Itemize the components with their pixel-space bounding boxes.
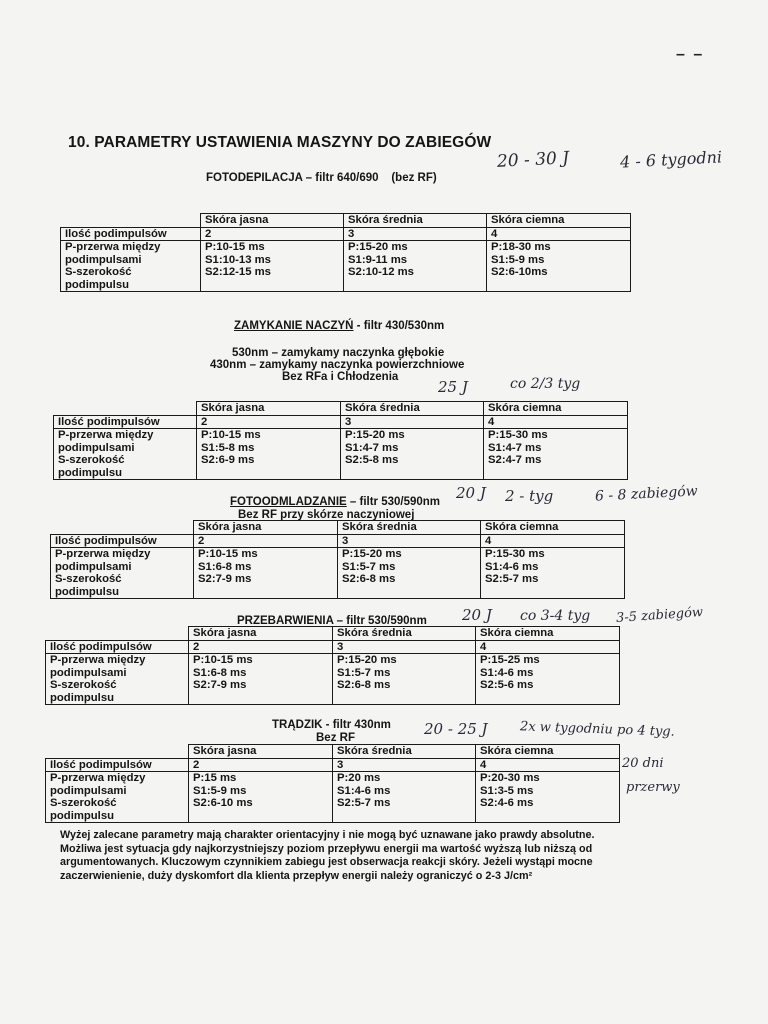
param-cell-dark: P:15-25 ms S1:4-6 ms S2:5-6 ms [476, 654, 620, 705]
param-cell-medium: P:15-20 ms S1:9-11 ms S2:10-12 ms [344, 241, 487, 292]
handwritten-note: co 3-4 tyg [520, 608, 591, 624]
handwritten-note: 20 - 25 J [424, 720, 488, 738]
page-title: 10. PARAMETRY USTAWIENIA MASZYNY DO ZABIEGÓW [68, 134, 492, 151]
subpulse-count-cell: 2 [189, 640, 333, 654]
parameters-table-przebarwienia [45, 626, 620, 705]
header-empty [51, 521, 194, 535]
header-skin-light: Skóra jasna [197, 402, 341, 416]
header-skin-medium: Skóra średnia [344, 214, 487, 228]
subpulse-count-cell: 3 [333, 640, 476, 654]
row-label-subpulse-count: Ilość podimpulsów [54, 415, 197, 429]
row-label-subpulse-count: Ilość podimpulsów [46, 640, 189, 654]
row-label-params: P-przerwa między podimpulsami S-szerokość podimpulsu [51, 548, 194, 599]
handwritten-note: 25 J [438, 378, 468, 396]
header-skin-light: Skóra jasna [189, 745, 333, 759]
subpulse-count-cell: 4 [476, 640, 620, 654]
subpulse-count-cell: 4 [487, 227, 631, 241]
row-label-subpulse-count: Ilość podimpulsów [46, 758, 189, 772]
subpulse-count-cell: 2 [201, 227, 344, 241]
row-label-params: P-przerwa między podimpulsami S-szerokość podimpulsu [46, 772, 189, 823]
parameters-table-tradzik [45, 744, 620, 823]
corner-mark: – – [676, 46, 705, 63]
row-label-params: P-przerwa między podimpulsami S-szerokość podimpulsu [46, 654, 189, 705]
subpulse-count-cell: 2 [189, 758, 333, 772]
subpulse-count-cell: 2 [194, 534, 338, 548]
subpulse-count-cell: 4 [481, 534, 625, 548]
header-empty [54, 402, 197, 416]
param-cell-light: P:15 ms S1:5-9 ms S2:6-10 ms [189, 772, 333, 823]
header-skin-light: Skóra jasna [201, 214, 344, 228]
param-cell-medium: P:15-20 ms S1:4-7 ms S2:5-8 ms [341, 429, 484, 480]
parameters-table-fotodepilacja [60, 213, 631, 292]
subpulse-count-cell: 2 [197, 415, 341, 429]
section-line: Bez RF [316, 732, 355, 744]
param-cell-light: P:10-15 ms S1:5-8 ms S2:6-9 ms [197, 429, 341, 480]
param-cell-medium: P:15-20 ms S1:5-7 ms S2:6-8 ms [338, 548, 481, 599]
section-line: Bez RF przy skórze naczyniowej [238, 509, 415, 521]
header-empty [46, 627, 189, 641]
subpulse-count-cell: 4 [476, 758, 620, 772]
header-skin-dark: Skóra ciemna [476, 745, 620, 759]
section-heading-fotodepilacja: FOTODEPILACJA – filtr 640/690 (bez RF) [206, 172, 437, 184]
row-label-params: P-przerwa między podimpulsami S-szerokość podimpulsu [61, 241, 201, 292]
param-cell-light: P:10-15 ms S1:6-8 ms S2:7-9 ms [189, 654, 333, 705]
header-skin-medium: Skóra średnia [338, 521, 481, 535]
handwritten-note: 6 - 8 zabiegów [594, 483, 699, 505]
param-cell-light: P:10-15 ms S1:10-13 ms S2:12-15 ms [201, 241, 344, 292]
param-cell-dark: P:18-30 ms S1:5-9 ms S2:6-10ms [487, 241, 631, 292]
subpulse-count-cell: 3 [333, 758, 476, 772]
header-skin-light: Skóra jasna [194, 521, 338, 535]
param-cell-dark: P:15-30 ms S1:4-6 ms S2:5-7 ms [481, 548, 625, 599]
subpulse-count-cell: 4 [484, 415, 628, 429]
row-label-params: P-przerwa między podimpulsami S-szerokość podimpulsu [54, 429, 197, 480]
section-line: 530nm – zamykamy naczynka głębokie [232, 347, 445, 359]
header-skin-light: Skóra jasna [189, 627, 333, 641]
section-heading-fotoodmladzanie: FOTOODMLADZANIE – filtr 530/590nm [230, 496, 441, 508]
section-heading-zamykanie-naczyn: ZAMYKANIE NACZYŃ - filtr 430/530nm [234, 320, 445, 332]
handwritten-note: przerwy [626, 780, 680, 795]
header-skin-dark: Skóra ciemna [484, 402, 628, 416]
param-cell-medium: P:20 ms S1:4-6 ms S2:5-7 ms [333, 772, 476, 823]
subpulse-count-cell: 3 [341, 415, 484, 429]
subpulse-count-cell: 3 [344, 227, 487, 241]
param-cell-dark: P:20-30 ms S1:3-5 ms S2:4-6 ms [476, 772, 620, 823]
section-line: 430nm – zamykamy naczynka powierzchniowe [210, 359, 465, 371]
header-skin-dark: Skóra ciemna [476, 627, 620, 641]
header-empty [61, 214, 201, 228]
section-heading-tradzik: TRĄDZIK - filtr 430nm [272, 719, 391, 731]
header-empty [46, 745, 189, 759]
handwritten-note: 3-5 zabiegów [615, 604, 704, 627]
handwritten-note: 20 - 30 J [496, 148, 570, 172]
parameters-table-zamykanie-naczyn [53, 401, 628, 480]
header-skin-medium: Skóra średnia [333, 627, 476, 641]
handwritten-note: 20 J [456, 484, 486, 502]
header-skin-dark: Skóra ciemna [487, 214, 631, 228]
subpulse-count-cell: 3 [338, 534, 481, 548]
param-cell-medium: P:15-20 ms S1:5-7 ms S2:6-8 ms [333, 654, 476, 705]
header-skin-dark: Skóra ciemna [481, 521, 625, 535]
parameters-table-fotoodmladzanie [50, 520, 625, 599]
disclaimer-note: Wyżej zalecane parametry mają charakter orientacyjny i nie mogą być uznawane jako prawdy absolutne. Możliwa jest sytuacja gdy najkorzystniejszy poziom przepływu energii ma wartość wyższą lub niższą od argumentowanych. Kluczowym czynnikiem zabiegu jest obserwacja reakcji skóry. Jeżeli wystąpi mocne zaczerwienienie, duży dyskomfort dla klienta przepływ energii należy ograniczyć o 2-3 J/cm² [60, 829, 595, 882]
handwritten-note: 2x w tygodniu po 4 tyg. [519, 719, 675, 740]
handwritten-note: 20 J [462, 606, 492, 624]
row-label-subpulse-count: Ilość podimpulsów [61, 227, 201, 241]
section-heading-przebarwienia: PRZEBARWIENIA – filtr 530/590nm [237, 615, 427, 627]
handwritten-note: co 2/3 tyg [510, 376, 581, 392]
handwritten-note: 4 - 6 tygodni [619, 147, 723, 172]
section-line: Bez RFa i Chłodzenia [282, 371, 399, 383]
param-cell-light: P:10-15 ms S1:6-8 ms S2:7-9 ms [194, 548, 338, 599]
param-cell-dark: P:15-30 ms S1:4-7 ms S2:4-7 ms [484, 429, 628, 480]
header-skin-medium: Skóra średnia [333, 745, 476, 759]
handwritten-note: 2 - tyg [505, 487, 554, 505]
handwritten-note: 20 dni [622, 756, 664, 771]
header-skin-medium: Skóra średnia [341, 402, 484, 416]
row-label-subpulse-count: Ilość podimpulsów [51, 534, 194, 548]
